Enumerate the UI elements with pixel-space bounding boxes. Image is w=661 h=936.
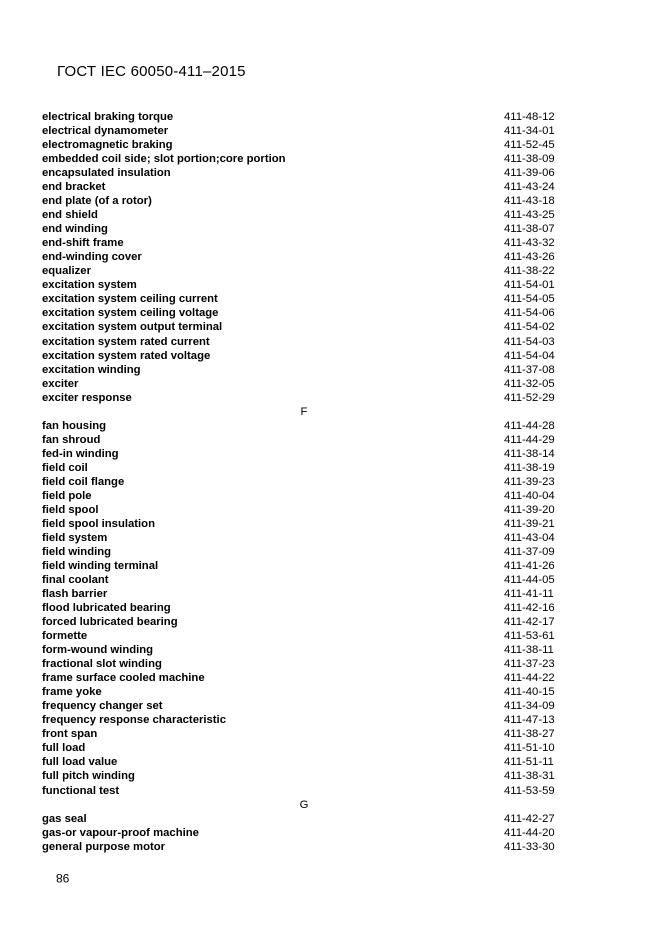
index-entry	[42, 180, 562, 194]
entry-code: 411-40-04	[504, 489, 555, 502]
entry-code: 411-39-06	[504, 167, 555, 180]
index-entry	[42, 685, 562, 699]
entry-term: fan shroud	[42, 433, 101, 446]
entry-code: 411-42-17	[504, 616, 555, 629]
index-entry	[42, 222, 562, 236]
index-entry	[42, 152, 562, 166]
entry-term: full load	[42, 742, 86, 755]
entry-code: 411-43-32	[504, 237, 555, 250]
index-entry	[42, 264, 562, 278]
entry-code: 411-33-30	[504, 840, 555, 853]
entry-term: electrical braking torque	[42, 111, 174, 123]
index-entry	[42, 826, 562, 840]
index-entry	[42, 699, 562, 713]
entry-term: fractional slot winding	[42, 658, 162, 671]
entry-code: 411-37-23	[504, 658, 555, 671]
entry-code: 411-52-29	[504, 391, 555, 404]
entry-term: front span	[42, 728, 98, 741]
index-entry	[42, 671, 562, 685]
section-letter: F	[300, 405, 308, 418]
entry-term: final coolant	[42, 574, 109, 587]
index-entry	[42, 377, 562, 391]
index-entry	[42, 629, 562, 643]
entry-term: flood lubricated bearing	[42, 602, 171, 615]
entry-code: 411-41-26	[504, 560, 555, 572]
index-entry	[42, 124, 562, 138]
entry-term: field winding terminal	[42, 560, 159, 572]
entry-term: frequency response characteristic	[42, 714, 226, 727]
term-index-list	[42, 110, 562, 854]
index-entry	[42, 461, 562, 475]
entry-code: 411-44-05	[504, 574, 555, 587]
index-entry	[42, 840, 562, 854]
entry-code: 411-53-59	[504, 784, 555, 797]
index-entry	[42, 587, 562, 601]
entry-term: forced lubricated bearing	[42, 616, 178, 629]
entry-code: 411-53-61	[504, 630, 555, 643]
entry-term: excitation winding	[42, 363, 141, 376]
page-number: 98	[56, 871, 70, 885]
entry-term: end-shift frame	[42, 237, 124, 250]
index-entry	[42, 573, 562, 587]
entry-term: full pitch winding	[42, 770, 135, 783]
index-entry	[42, 489, 562, 503]
entry-code: 411-40-15	[504, 686, 555, 699]
entry-code: 411-39-23	[504, 475, 555, 488]
entry-term: excitation system rated current	[42, 335, 210, 348]
index-entry	[42, 812, 562, 826]
entry-code: 411-38-27	[504, 728, 555, 741]
entry-code: 411-44-29	[504, 433, 555, 446]
entry-term: full load value	[42, 756, 118, 769]
index-entry	[42, 278, 562, 292]
index-entry	[42, 559, 562, 573]
entry-code: 411-54-06	[504, 307, 555, 320]
entry-code: 411-34-01	[504, 125, 555, 138]
index-entry	[42, 138, 562, 152]
entry-term: frame surface cooled machine	[42, 672, 205, 685]
index-entry	[42, 236, 562, 250]
entry-code: 411-43-25	[504, 209, 555, 222]
entry-code: 411-42-16	[504, 602, 555, 615]
index-entry	[42, 363, 562, 377]
entry-code: 411-32-05	[504, 377, 555, 390]
entry-term: end plate (of a rotor)	[42, 195, 152, 208]
index-entry	[42, 517, 562, 531]
entry-code: 411-38-31	[504, 770, 555, 783]
index-entry	[42, 531, 562, 545]
entry-term: end shield	[42, 209, 98, 222]
index-entry	[42, 503, 562, 517]
entry-term: end winding	[42, 223, 108, 236]
index-entry	[42, 545, 562, 559]
index-entry	[42, 194, 562, 208]
entry-term: field spool insulation	[42, 517, 155, 530]
entry-code: 411-43-26	[504, 251, 555, 264]
entry-term: field winding	[42, 545, 112, 558]
entry-term: field pole	[42, 489, 92, 502]
entry-code: 411-44-28	[504, 419, 555, 432]
index-entry	[42, 769, 562, 783]
entry-code: 411-38-11	[504, 644, 554, 657]
index-entry	[42, 320, 562, 334]
index-entry	[42, 292, 562, 306]
entry-code: 411-51-10	[504, 742, 555, 755]
entry-code: 411-47-13	[504, 714, 555, 727]
entry-term: field spool	[42, 503, 99, 516]
entry-term: excitation system	[42, 279, 137, 292]
entry-term: field coil	[42, 461, 88, 474]
index-entry	[42, 657, 562, 671]
entry-term: fed-in winding	[42, 447, 119, 460]
entry-term: end bracket	[42, 181, 106, 194]
index-entry	[42, 447, 562, 461]
entry-term: equalizer	[42, 265, 91, 278]
index-entry	[42, 349, 562, 363]
page-header-title: ГОСТ IEC 60050-411–2015	[57, 63, 246, 80]
index-entry	[42, 741, 562, 755]
entry-code: 411-52-45	[504, 139, 555, 152]
entry-term: electromagnetic braking	[42, 139, 173, 152]
entry-term: field coil flange	[42, 475, 125, 488]
index-entry	[42, 208, 562, 222]
entry-code: 411-38-22	[504, 265, 555, 278]
entry-code: 411-43-24	[504, 181, 555, 194]
entry-term: electrical dynamometer	[42, 125, 169, 138]
entry-term: exciter response	[42, 391, 132, 404]
entry-term: flash barrier	[42, 588, 108, 601]
index-entry	[42, 335, 562, 349]
entry-term: encapsulated insulation	[42, 167, 171, 180]
entry-code: 411-38-19	[504, 461, 555, 474]
entry-term: field system	[42, 531, 108, 544]
entry-term: frame yoke	[42, 686, 102, 699]
entry-code: 411-44-22	[504, 672, 555, 685]
entry-term: form-wound winding	[42, 644, 154, 657]
entry-code: 411-54-03	[504, 335, 555, 348]
entry-code: 411-34-09	[504, 700, 555, 713]
index-entry	[42, 475, 562, 489]
index-entry	[42, 643, 562, 657]
entry-term: embedded coil side; slot portion;core portion	[42, 153, 286, 166]
index-entry	[42, 784, 562, 798]
entry-term: formette	[42, 630, 88, 643]
entry-code: 411-54-04	[504, 349, 555, 362]
entry-term: gas-or vapour-proof machine	[42, 826, 199, 839]
entry-code: 411-54-02	[504, 321, 555, 334]
entry-term: excitation system rated voltage	[42, 349, 211, 362]
index-entry	[42, 727, 562, 741]
entry-code: 411-39-21	[504, 517, 555, 530]
entry-term: gas seal	[42, 812, 87, 825]
entry-code: 411-38-14	[504, 447, 555, 460]
entry-code: 411-41-11	[504, 588, 554, 601]
entry-code: 411-38-07	[504, 223, 555, 236]
entry-code: 411-42-27	[504, 812, 555, 825]
entry-code: 411-48-12	[504, 111, 555, 123]
index-entry	[42, 755, 562, 769]
index-entry	[42, 110, 562, 124]
entry-code: 411-54-01	[504, 279, 555, 292]
entry-term: excitation system output terminal	[42, 321, 223, 334]
entry-term: fan housing	[42, 419, 107, 432]
index-entry	[42, 433, 562, 447]
index-entry	[42, 166, 562, 180]
entry-term: end-winding cover	[42, 251, 142, 264]
entry-code: 411-38-09	[504, 153, 555, 166]
index-entry	[42, 306, 562, 320]
index-entry	[42, 615, 562, 629]
entry-code: 411-43-18	[504, 195, 555, 208]
entry-term: excitation system ceiling voltage	[42, 307, 219, 320]
entry-term: functional test	[42, 784, 120, 797]
entry-code: 411-39-20	[504, 503, 555, 516]
index-entry	[42, 250, 562, 264]
entry-code: 411-44-20	[504, 826, 555, 839]
entry-term: general purpose motor	[42, 840, 166, 853]
entry-code: 411-43-04	[504, 531, 555, 544]
index-entry	[42, 391, 562, 405]
index-entry	[42, 713, 562, 727]
index-entry	[42, 419, 562, 433]
entry-term: exciter	[42, 377, 79, 390]
entry-code: 411-54-05	[504, 293, 555, 306]
entry-code: 411-37-08	[504, 363, 555, 376]
section-letter: G	[299, 798, 309, 811]
index-entry	[42, 601, 562, 615]
entry-code: 411-51-11	[504, 756, 554, 769]
entry-term: excitation system ceiling current	[42, 293, 218, 306]
entry-term: frequency changer set	[42, 700, 163, 713]
entry-code: 411-37-09	[504, 545, 555, 558]
